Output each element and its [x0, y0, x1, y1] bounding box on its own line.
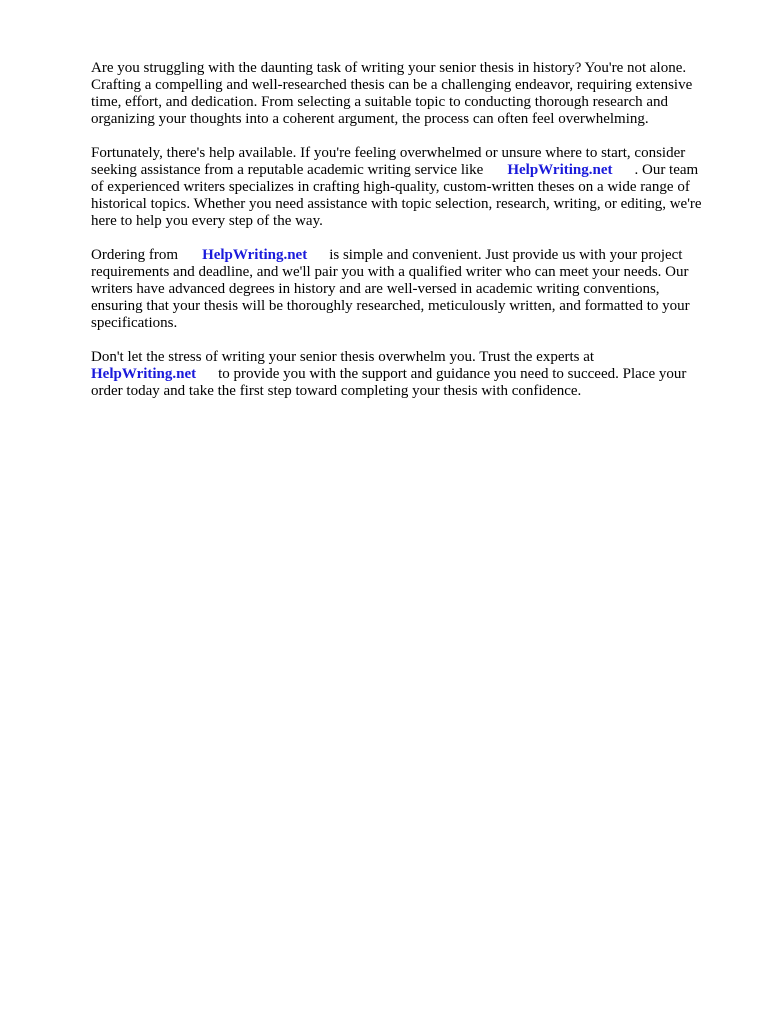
- helpwriting-link[interactable]: HelpWriting.net: [91, 366, 197, 382]
- paragraph-ordering: [91, 247, 731, 332]
- text-line: Crafting a compelling and well-researched thesis can be a challenging endeavor, requiring extensive: [91, 77, 693, 93]
- text-line-with-link: [91, 162, 731, 179]
- text-line: order today and take the first step toward completing your thesis with confidence.: [91, 383, 582, 399]
- text-segment: is simple and convenient. Just provide us with your project: [329, 247, 683, 263]
- helpwriting-link[interactable]: HelpWriting.net: [202, 247, 308, 263]
- text-line: Fortunately, there's help available. If you're feeling overwhelmed or unsure where to start, consider: [91, 145, 686, 161]
- text-line: ensuring that your thesis will be thoroughly researched, meticulously written, and formatted to your: [91, 298, 690, 314]
- text-line: organizing your thoughts into a coherent argument, the process can often feel overwhelming.: [91, 111, 649, 127]
- document-body: [91, 60, 731, 417]
- text-line: writers have advanced degrees in history and are well-versed in academic writing conventions,: [91, 281, 660, 297]
- helpwriting-link[interactable]: HelpWriting.net: [507, 162, 613, 178]
- text-line: here to help you every step of the way.: [91, 213, 323, 229]
- text-segment: to provide you with the support and guidance you need to succeed. Place your: [218, 366, 687, 382]
- text-line-with-link: [91, 366, 731, 383]
- paragraph-closing: [91, 349, 731, 400]
- text-line: time, effort, and dedication. From selecting a suitable topic to conducting thorough research and: [91, 94, 669, 110]
- text-segment: . Our team: [634, 162, 699, 178]
- paragraph-help: [91, 145, 731, 230]
- text-line: specifications.: [91, 315, 178, 331]
- text-segment: Ordering from: [91, 247, 179, 263]
- text-line: Don't let the stress of writing your senior thesis overwhelm you. Trust the experts at: [91, 349, 595, 365]
- text-line: historical topics. Whether you need assistance with topic selection, research, writing, or editing, we're: [91, 196, 702, 212]
- text-segment: seeking assistance from a reputable academic writing service like: [91, 162, 484, 178]
- text-line: Are you struggling with the daunting task of writing your senior thesis in history? You're not alone.: [91, 60, 687, 76]
- text-line-with-link: [91, 247, 731, 264]
- text-line: of experienced writers specializes in crafting high-quality, custom-written theses on a wide range of: [91, 179, 690, 195]
- paragraph-intro: [91, 60, 731, 128]
- text-line: requirements and deadline, and we'll pair you with a qualified writer who can meet your needs. Our: [91, 264, 689, 280]
